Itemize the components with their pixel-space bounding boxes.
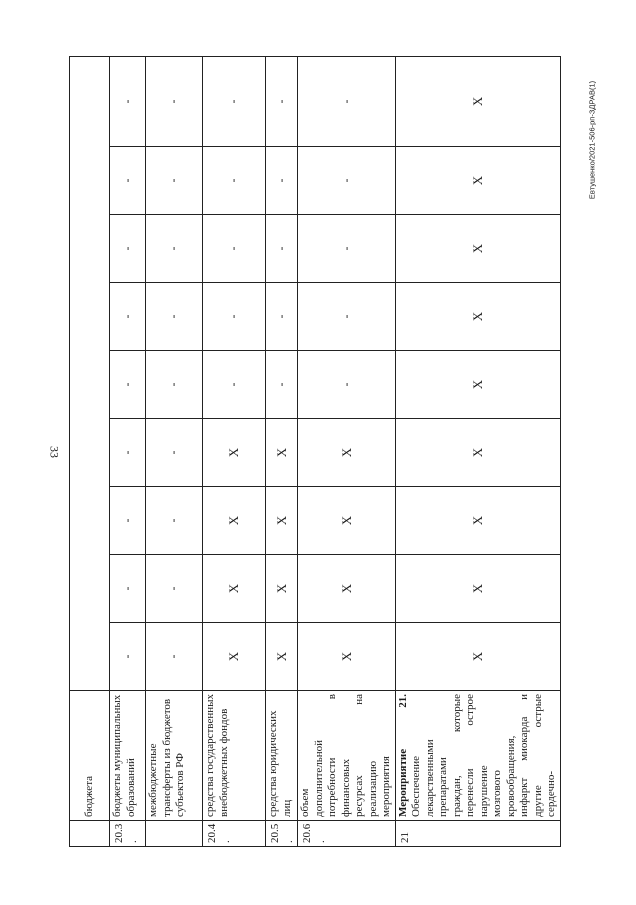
row-label: средства государственных внебюджетных фондов [204,694,230,817]
value-cell: X [395,147,560,215]
value-cell: - [110,147,146,215]
empty-cell [70,56,110,690]
table-row [70,56,110,846]
row-number: . [126,840,139,843]
value-cell: X [266,555,298,623]
value-cell: X [203,623,266,691]
value-cell: - [203,215,266,283]
value-cell: X [395,419,560,487]
row-number: 20.3 [113,823,125,843]
value-cell: - [146,351,203,419]
table-row [203,56,266,846]
header-label-cell [70,691,110,821]
value-cell: - [266,215,298,283]
value-cell: - [203,351,266,419]
value-cell: - [110,419,146,487]
header-label: бюджета [82,775,95,817]
value-cell: X [395,487,560,555]
row-label-line: перенесли острое [464,694,476,817]
value-cell: X [395,283,560,351]
value-cell: - [110,623,146,691]
row-label-line: препаратами [437,757,449,817]
value-cell: - [110,56,146,146]
row-number: 20.4 [206,823,218,843]
table-row [146,56,203,846]
page-number: 33 [47,446,62,458]
row-label-line: потребности в [326,694,338,817]
row-label-cell [298,691,396,821]
row-label-line: мозгового [491,770,503,817]
value-cell: - [266,351,298,419]
row-number: . [219,840,232,843]
value-cell: - [298,283,396,351]
row-number: 21 [398,832,411,843]
row-label-cell [395,691,560,821]
value-cell: - [146,283,203,351]
value-cell: - [146,147,203,215]
value-cell: - [266,283,298,351]
value-cell: - [110,215,146,283]
row-label-cell [203,691,266,821]
row-label-cell [146,691,203,821]
row-label-bold: Мероприятие 21. [396,694,409,817]
value-cell: - [146,419,203,487]
row-label-line: Обеспечение [410,756,422,817]
table-row [266,56,298,846]
value-cell: X [203,487,266,555]
value-cell: X [395,351,560,419]
budget-table-grid [69,56,561,847]
value-cell: - [110,283,146,351]
row-number-cell [203,821,266,847]
row-label-cell [110,691,146,821]
value-cell: X [298,419,396,487]
value-cell: X [395,555,560,623]
row-label: бюджеты муниципальных образований [111,694,137,817]
value-cell: - [298,56,396,146]
value-cell: - [146,623,203,691]
row-label-line: граждан, которые [450,694,463,817]
value-cell: X [298,555,396,623]
value-cell: - [298,215,396,283]
num-cell [70,821,110,847]
row-label-line: сердечно- [545,770,557,817]
value-cell: X [298,487,396,555]
table-row [110,56,146,846]
value-cell: X [395,623,560,691]
value-cell: - [146,56,203,146]
value-cell: - [146,215,203,283]
value-cell: X [266,487,298,555]
row-label: средства юридических лиц [267,710,293,817]
row-number-cell [298,821,396,847]
value-cell: - [146,487,203,555]
value-cell: - [266,147,298,215]
value-cell: - [110,487,146,555]
row-label-line: другие острые [531,694,544,817]
value-cell: - [146,555,203,623]
row-number: . [314,840,327,843]
value-cell: X [395,215,560,283]
row-label-line: дополнительной [312,739,325,817]
row-label-line: инфаркт миокарда и [518,694,530,817]
value-cell: - [203,147,266,215]
row-label-line: нарушение [477,765,490,817]
value-cell: X [203,555,266,623]
value-cell: X [298,623,396,691]
row-number: . [282,840,295,843]
row-label-line: мероприятия [380,756,392,817]
value-cell: - [203,283,266,351]
table-row [298,56,396,846]
row-label-cell [266,691,298,821]
value-cell: - [110,555,146,623]
table-row [395,56,560,846]
row-label: межбюджетные трансферты из бюджетов субъектов РФ [147,698,186,817]
value-cell: X [203,419,266,487]
value-cell: - [298,147,396,215]
value-cell: X [266,419,298,487]
value-cell: - [266,56,298,146]
row-label-line: реализацию [366,760,379,817]
value-cell: - [110,351,146,419]
budget-table [69,57,557,847]
row-number-cell [110,821,146,847]
row-number-cell [395,821,560,847]
row-number: 20.5 [269,823,281,843]
row-number: 20.6 [301,823,313,843]
row-label-line: финансовых [339,758,352,817]
value-cell: X [266,623,298,691]
row-number-cell [146,821,203,847]
value-cell: X [395,56,560,146]
row-label-line: кровообращения, [504,735,517,817]
document-footer: Евтушенко/2021-506-рп-ЗДРАВ(1) [587,80,597,200]
value-cell: - [203,56,266,146]
row-number-cell [266,821,298,847]
value-cell: - [298,351,396,419]
row-label-line: объем [299,788,311,817]
row-label-line: лекарственными [423,739,436,817]
row-label-line: ресурсах на [353,694,365,817]
